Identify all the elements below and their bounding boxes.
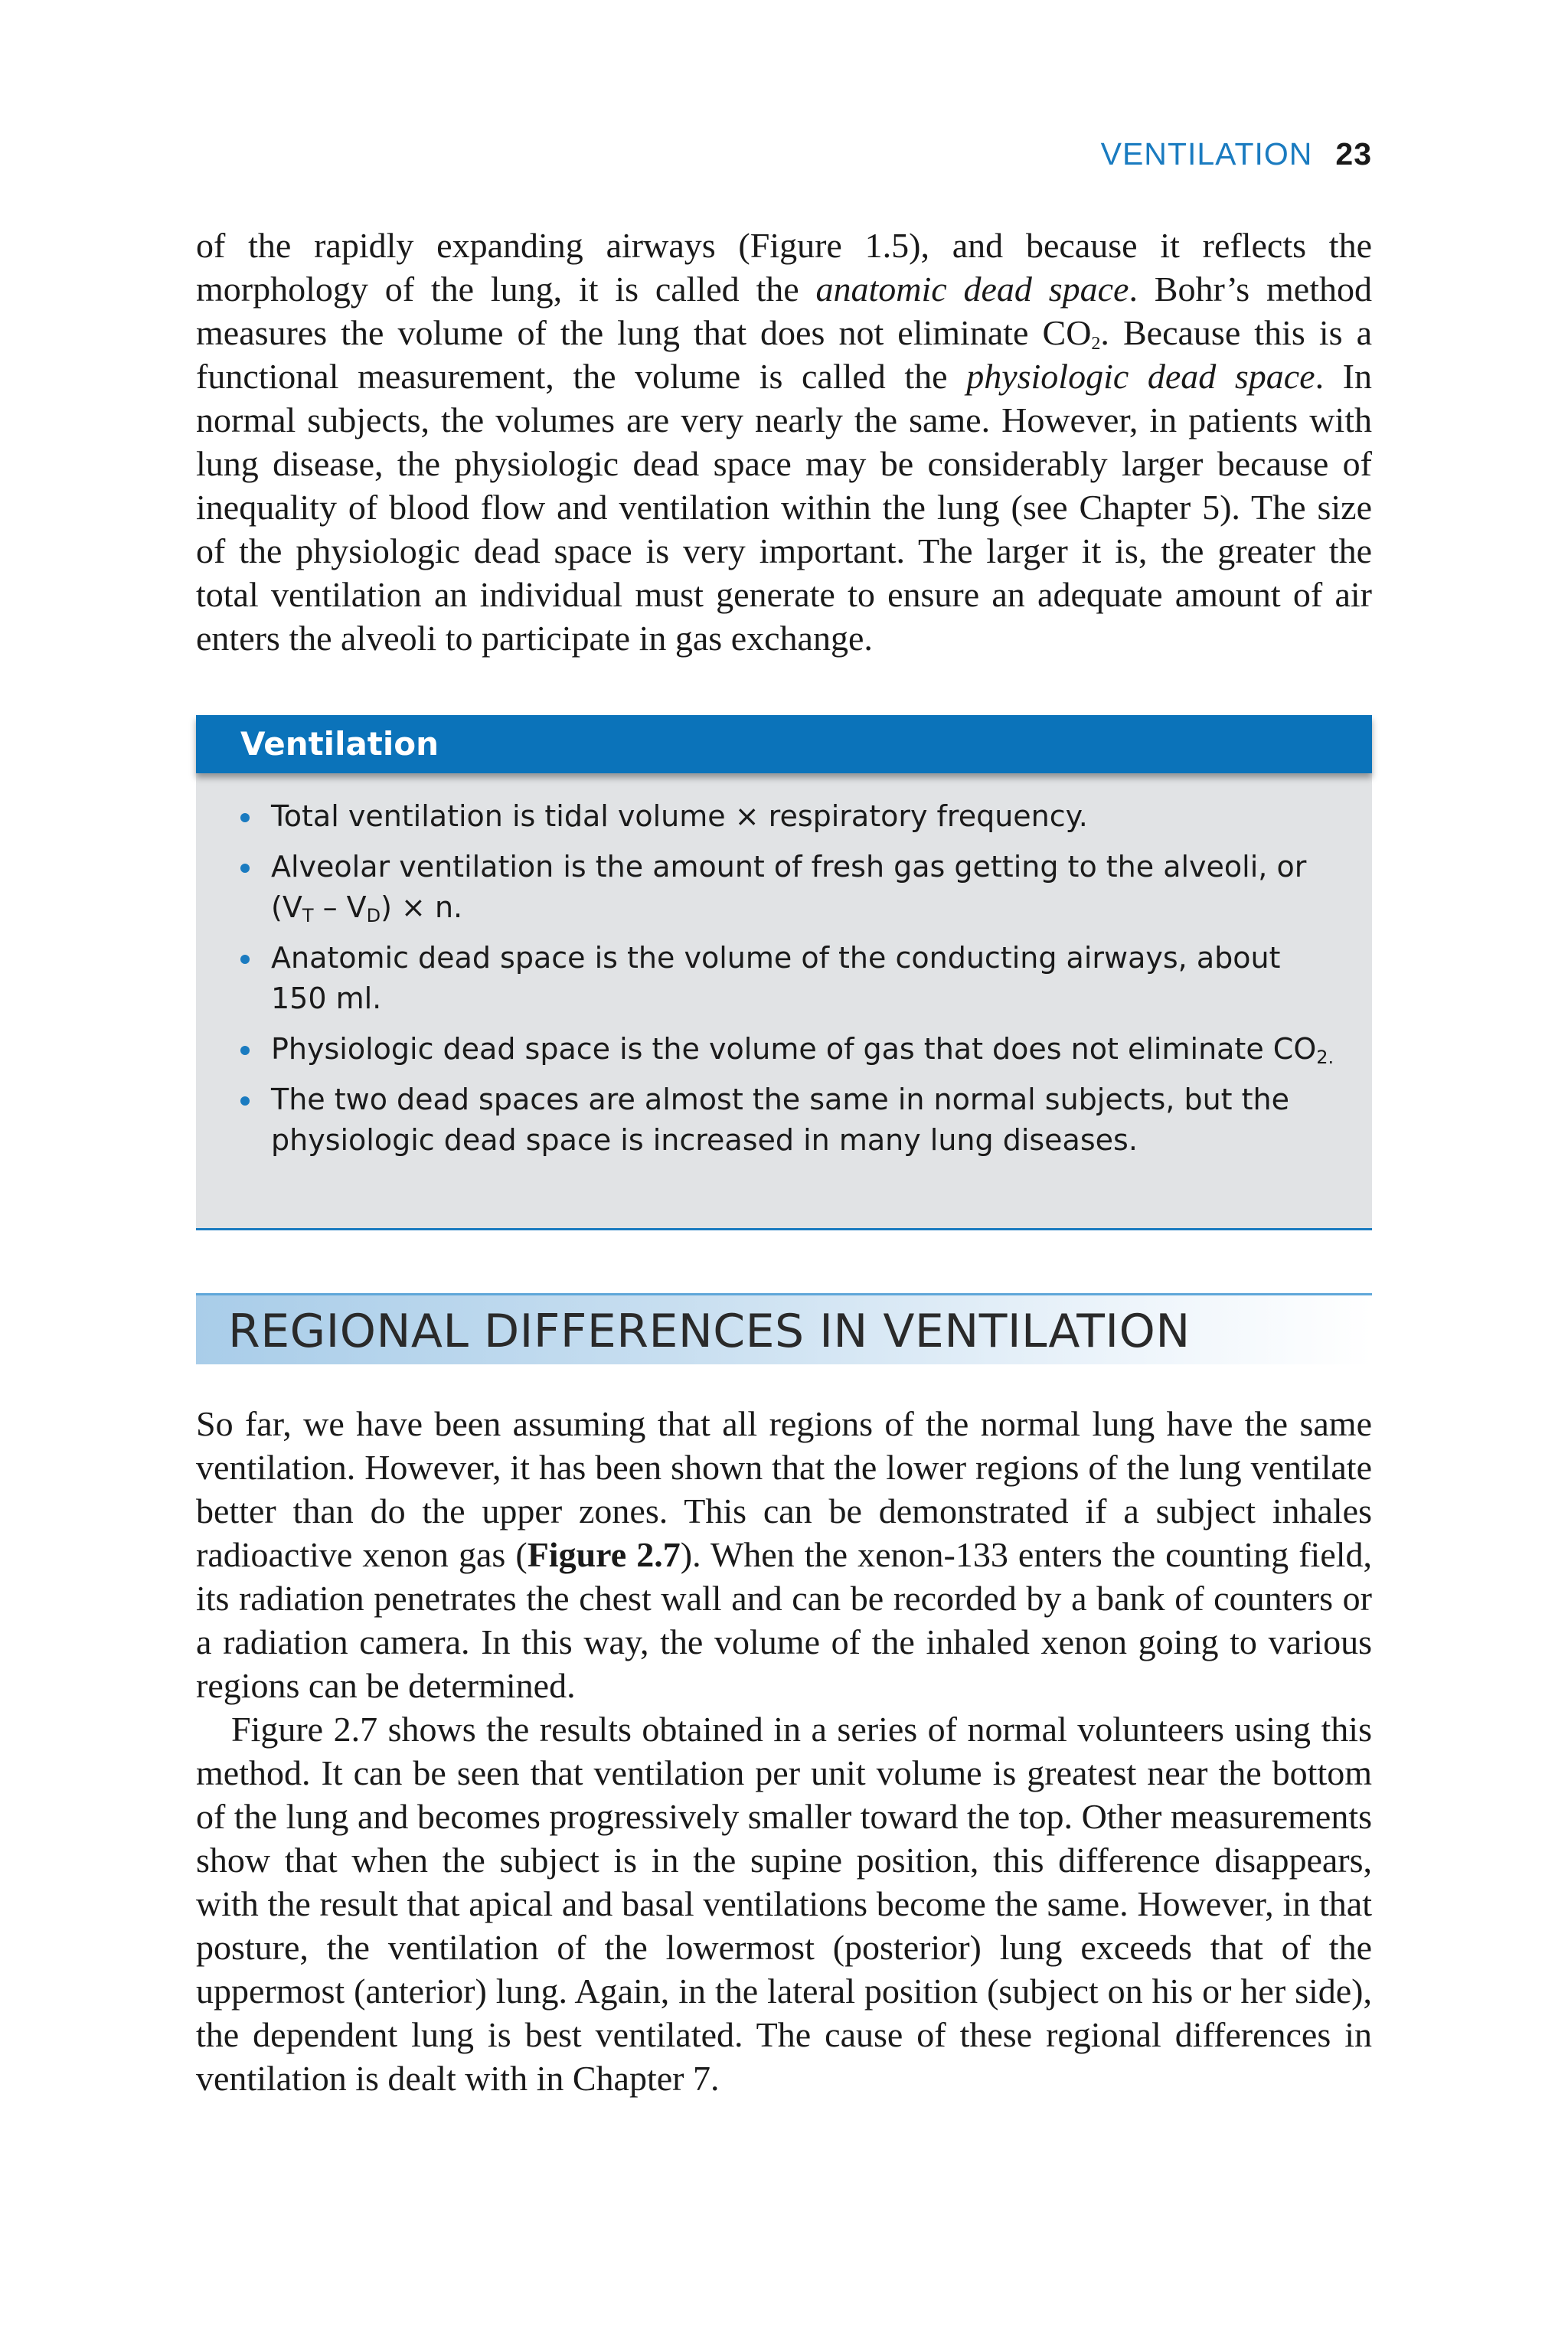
subscript: T (302, 905, 314, 926)
subscript: 2 (1091, 334, 1101, 354)
summary-item (271, 1080, 1335, 1161)
paragraph-dead-space (196, 224, 1372, 660)
section-heading: REGIONAL DIFFERENCES IN VENTILATION (228, 1305, 1191, 1358)
summary-list (196, 773, 1372, 1161)
bullet-icon (240, 813, 250, 822)
summary-item (271, 1029, 1335, 1070)
section-heading-bar (196, 1293, 1372, 1364)
paragraph-3: Figure 2.7 shows the results obtained in a series of normal volunteers using this method. It can be seen that ventilation per unit volume is greatest near the bottom of the lung and becomes progressively smaller toward the top. Other measurements show that when the subject is in the supine position, this difference disappears, with the result that apical and basal ventilations become the same. However, in that posture, the ventilation of the lowermost (posterior) lung exceeds that of the uppermost (anterior) lung. Again, in the lateral position (subject on his or her side), the dependent lung is best ventilated. The cause of these regional differences in ventilation is dealt with in Chapter 7. (196, 1710, 1372, 2098)
bullet-icon (240, 864, 250, 873)
page-number: 23 (1335, 136, 1372, 172)
summary-item (271, 796, 1335, 837)
text-run: of the rapidly expanding airways (Figure 1.5), and because it reflects the morphology of the lung, it is called the (196, 226, 1372, 309)
summary-item-text: Physiologic dead space is the volume of gas that does not eliminate CO (271, 1032, 1317, 1066)
figure-reference: Figure 2.7 (527, 1535, 681, 1574)
summary-item (271, 847, 1335, 928)
summary-item-text: – V (313, 890, 367, 924)
text-run: ). When the xenon-133 enters the counting field, its radiation penetrates the chest wall and can be recorded by a bank of counters or a radiation camera. In this way, the volume of the inhaled xenon going to various regions can be determined. (196, 1535, 1373, 1705)
text-run: So far, we have been assuming that all regions of the normal lung have the same ventilation. However, it has been shown that the lower regions of the lung ventilate better than do the upper zones. This can be demonstrated if a subject inhales radioactive xenon gas ( (196, 1404, 1372, 1574)
running-header-section: VENTILATION (1100, 136, 1313, 172)
term-anatomic-dead-space: anatomic dead space (815, 270, 1129, 309)
summary-item-text: Anatomic dead space is the volume of the conducting airways, about 150 ml. (271, 941, 1281, 1015)
bullet-icon (240, 1096, 250, 1106)
summary-item (271, 938, 1335, 1019)
term-physiologic-dead-space: physiologic dead space (966, 357, 1315, 396)
summary-item-text: Alveolar ventilation is the amount of fresh gas getting to the alveoli, or (V (271, 850, 1307, 924)
bullet-icon (240, 955, 250, 964)
summary-item-text: The two dead spaces are almost the same in normal subjects, but the physiologic dead space is increased in many lung diseases. (271, 1083, 1289, 1157)
paragraph-1 (196, 224, 1372, 660)
subscript: D (366, 905, 381, 926)
summary-box (196, 715, 1372, 1230)
paragraphs-regional (196, 1402, 1372, 2100)
subscript: 2. (1316, 1047, 1334, 1068)
paragraph-2 (196, 1402, 1372, 1707)
summary-item-text: ) × n. (381, 890, 463, 924)
text-run: . In normal subjects, the volumes are very nearly the same. However, in patients with lung disease, the physiologic dead space may be considerably larger because of inequality of blood flow and ventilation within the lung (see Chapter 5). The size of the physiologic dead space is very important. The larger it is, the greater the total ventilation an individual must generate to ensure an adequate amount of air enters the alveoli to participate in gas exchange. (196, 357, 1372, 658)
text-run: . Bohr’s method measures the volume of the lung that does not eliminate CO (196, 270, 1372, 352)
text-run: . Because this is a functional measurement, the volume is called the (196, 313, 1372, 396)
running-header (1101, 136, 1372, 172)
bullet-icon (240, 1046, 250, 1055)
summary-item-text: Total ventilation is tidal volume × respiratory frequency. (271, 799, 1088, 833)
summary-box-title: Ventilation (196, 715, 1372, 773)
